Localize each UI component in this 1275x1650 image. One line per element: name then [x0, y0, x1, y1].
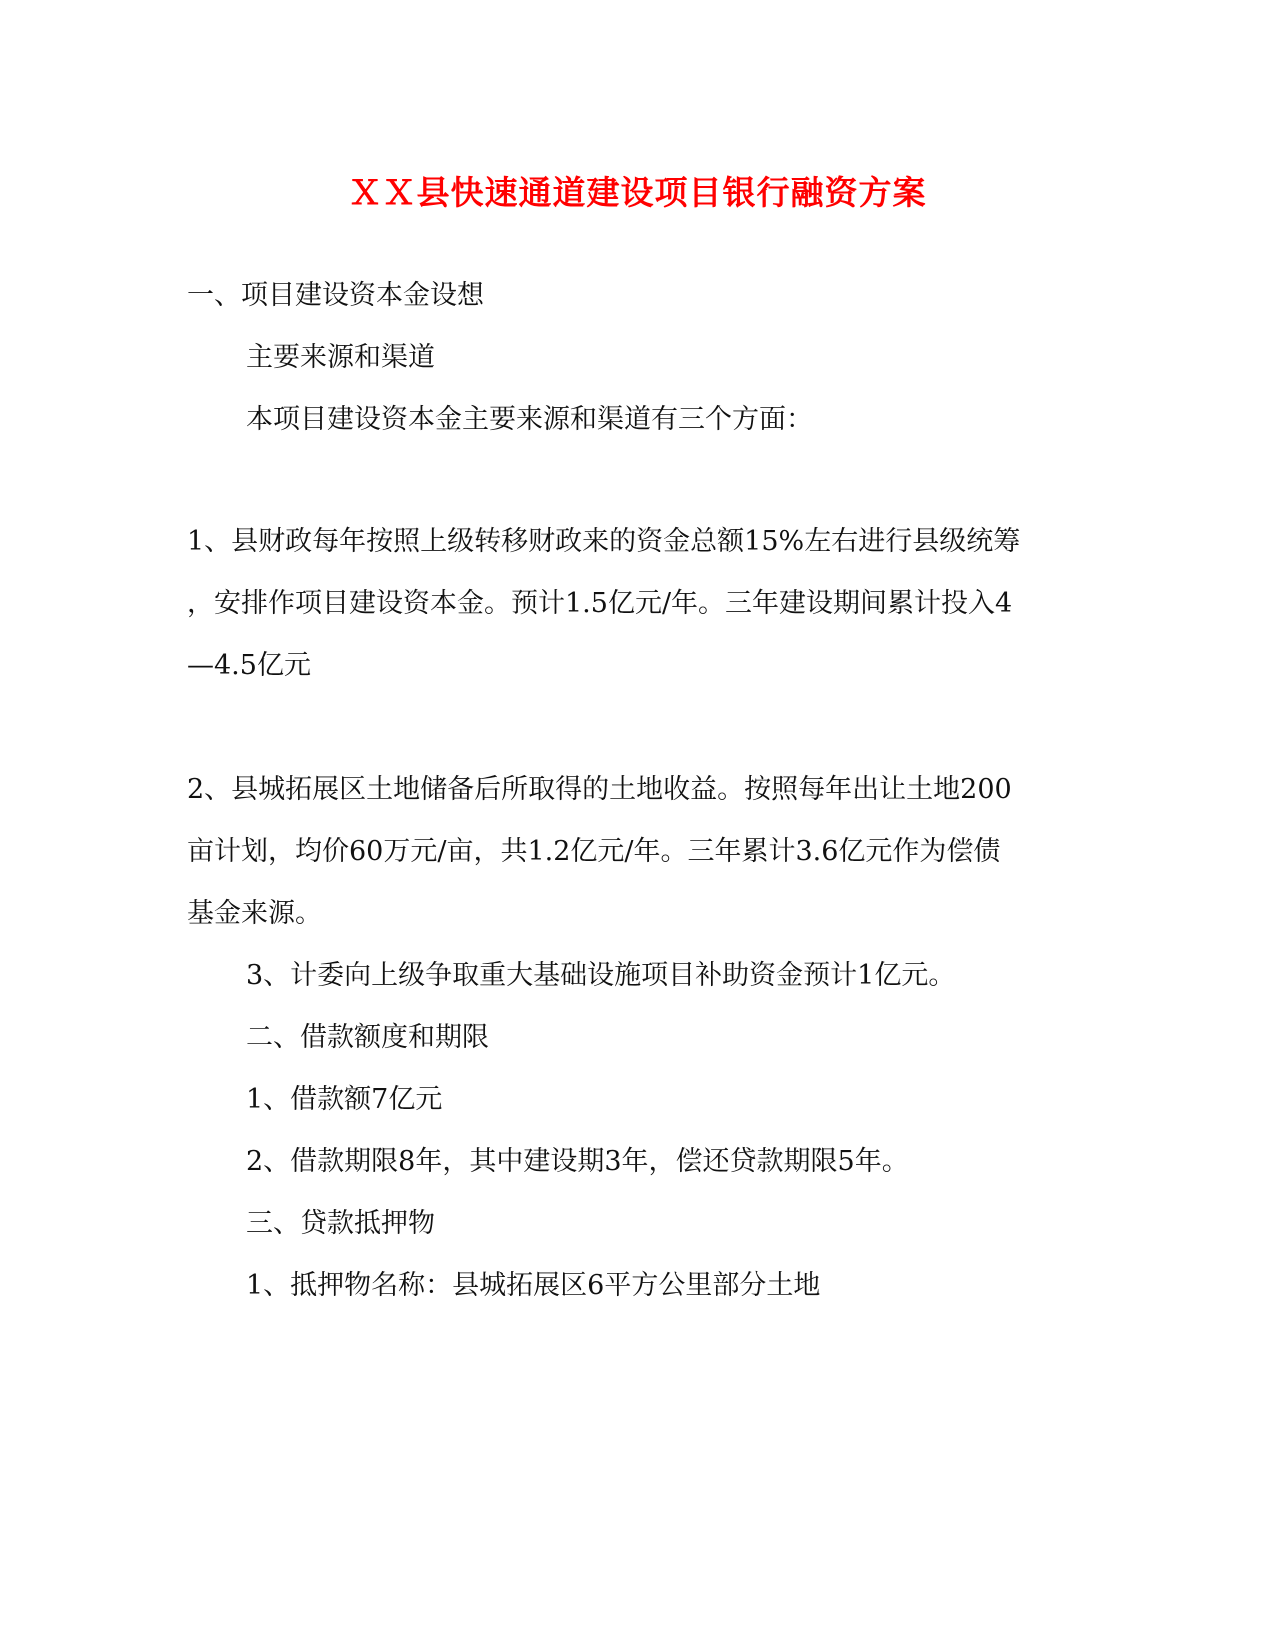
- paragraph-item-1-line-1: 1、县财政每年按照上级转移财政来的资金总额15%左右进行县级统筹: [187, 526, 1021, 557]
- paragraph-item-1-line-3: —4.5亿元: [187, 650, 311, 681]
- section-heading-3: 三、贷款抵押物: [246, 1208, 435, 1239]
- collateral-name: 1、抵押物名称：县城拓展区6平方公里部分土地: [246, 1270, 821, 1301]
- document-title: ＸＸ县快速通道建设项目银行融资方案: [348, 173, 927, 212]
- section-heading-2: 二、借款额度和期限: [246, 1022, 489, 1053]
- loan-term: 2、借款期限8年，其中建设期3年，偿还贷款期限5年。: [246, 1146, 909, 1177]
- subheading-sources: 主要来源和渠道: [246, 342, 435, 373]
- paragraph-item-2-line-3: 基金来源。: [187, 898, 322, 929]
- paragraph-item-2-line-2: 亩计划，均价60万元/亩，共1.2亿元/年。三年累计3.6亿元作为偿债: [187, 836, 1001, 867]
- loan-amount: 1、借款额7亿元: [246, 1084, 443, 1115]
- section-heading-1: 一、项目建设资本金设想: [187, 280, 484, 311]
- paragraph-item-1-line-2: ，安排作项目建设资本金。预计1.5亿元/年。三年建设期间累计投入4: [187, 588, 1013, 619]
- paragraph-item-3: 3、计委向上级争取重大基础设施项目补助资金预计1亿元。: [246, 960, 956, 991]
- paragraph-intro: 本项目建设资本金主要来源和渠道有三个方面：: [246, 404, 813, 435]
- paragraph-item-2-line-1: 2、县城拓展区土地储备后所取得的土地收益。按照每年出让土地200: [187, 774, 1012, 805]
